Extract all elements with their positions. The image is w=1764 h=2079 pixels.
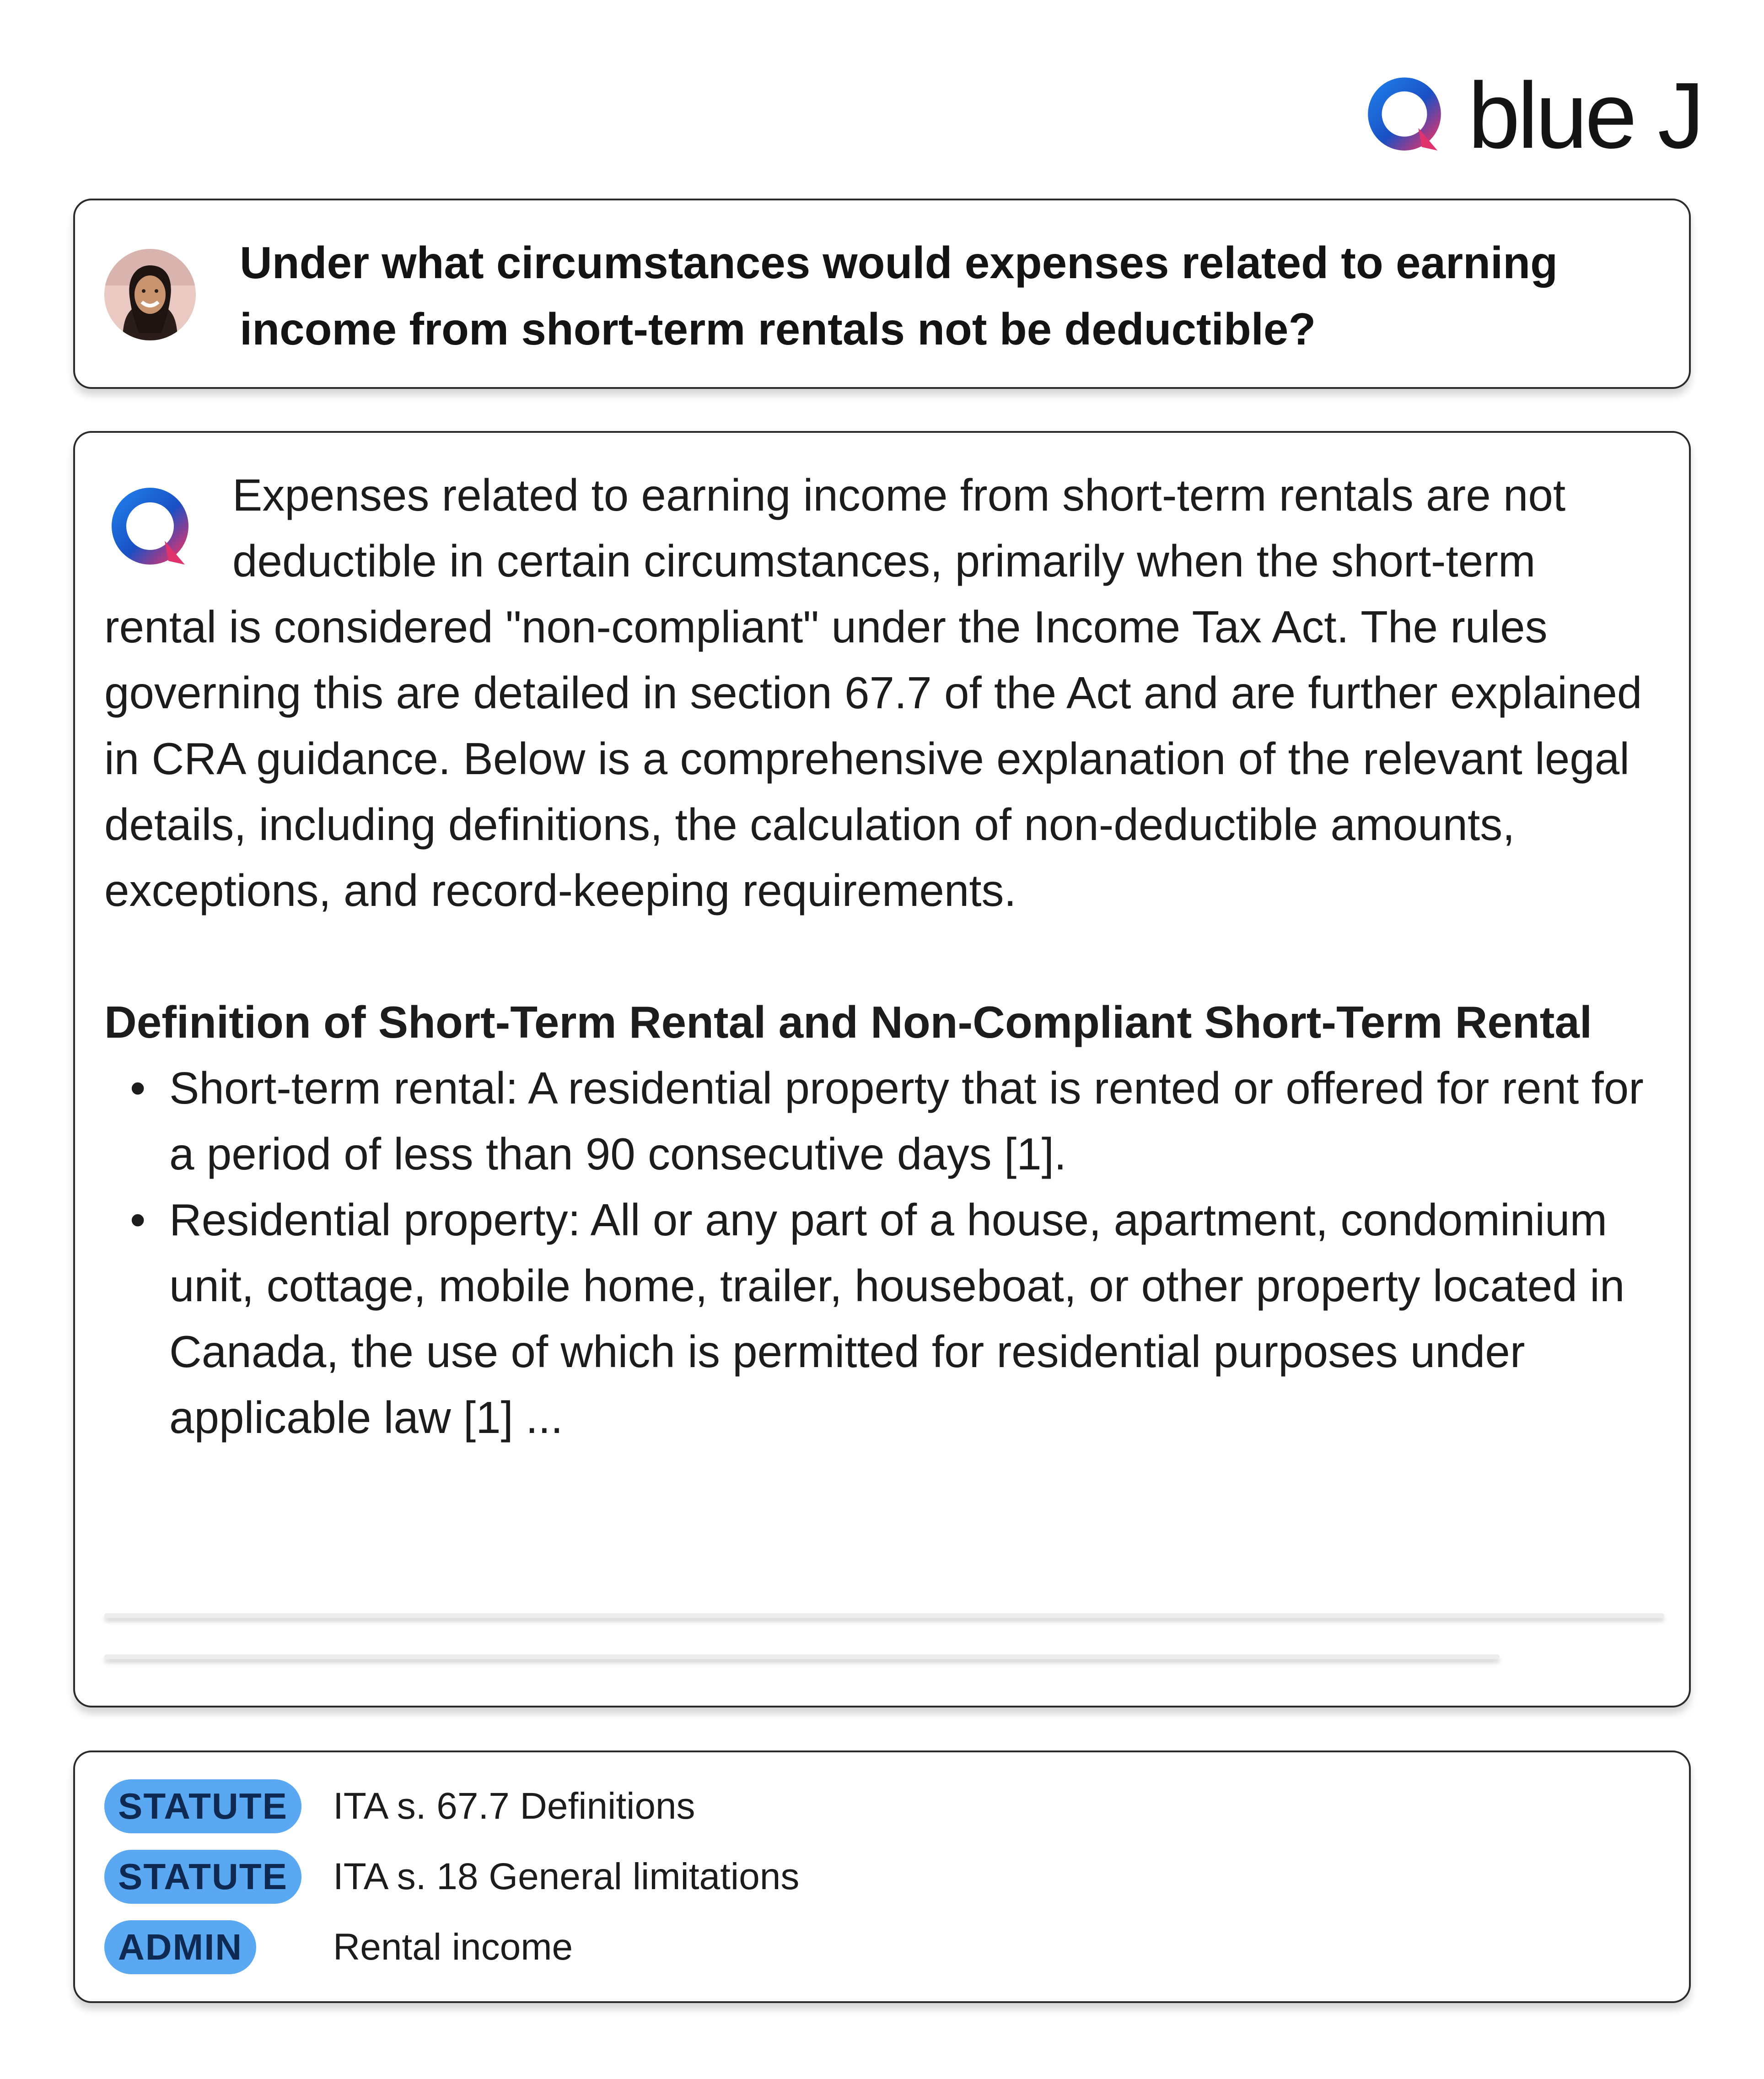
truncation-fade-line: [104, 1613, 1664, 1618]
answer-body: [104, 462, 1655, 1450]
answer-intro: Expenses related to earning income from short-term rentals are not deductible in certain circumstances, primarily when the short-term rental is considered "non-compliant" under the Income Tax Act. The rules governing this are detailed in section 67.7 of the Act and are further explained in CRA guidance. Below is a comprehensive explanation of the relevant legal details, including definitions, the calculation of non-deductible amounts, exceptions, and record-keeping requirements.: [104, 470, 1642, 916]
source-type-badge: STATUTE: [104, 1779, 301, 1833]
source-title-link[interactable]: Rental income: [333, 1926, 573, 1968]
question-card: [73, 199, 1691, 389]
source-type-badge: STATUTE: [104, 1850, 301, 1904]
source-title-link[interactable]: ITA s. 18 General limitations: [333, 1856, 800, 1897]
brand-logo: [1361, 63, 1702, 168]
user-avatar: [104, 249, 196, 340]
brand-wordmark: blue J: [1468, 63, 1702, 168]
truncation-fade-line: [104, 1654, 1500, 1659]
bluej-q-logo-icon: [104, 482, 196, 574]
source-row[interactable]: [104, 1920, 573, 1975]
answer-card: [73, 431, 1691, 1707]
source-row[interactable]: [104, 1849, 800, 1904]
answer-section-heading: Definition of Short-Term Rental and Non-Compliant Short-Term Rental: [104, 997, 1592, 1047]
source-type-badge: ADMIN: [104, 1920, 256, 1974]
source-row[interactable]: [104, 1779, 695, 1834]
sources-card: [73, 1750, 1691, 2003]
list-item: • Residential property: All or any part of a house, apartment, condominium unit, cottage, mobile home, trailer, houseboat, or other property located in Canada, the use of which is permitted for residential purposes under applicable law [1] ...: [104, 1187, 1655, 1450]
bluej-q-logo-icon: [1361, 72, 1448, 159]
question-text: Under what circumstances would expenses related to earning income from short-term rentals not be deductible?: [240, 237, 1558, 354]
source-title-link[interactable]: ITA s. 67.7 Definitions: [333, 1785, 695, 1827]
list-item: • Short-term rental: A residential property that is rented or offered for rent for a period of less than 90 consecutive days [1].: [104, 1055, 1655, 1187]
answer-bullet-list: [104, 1055, 1655, 1450]
